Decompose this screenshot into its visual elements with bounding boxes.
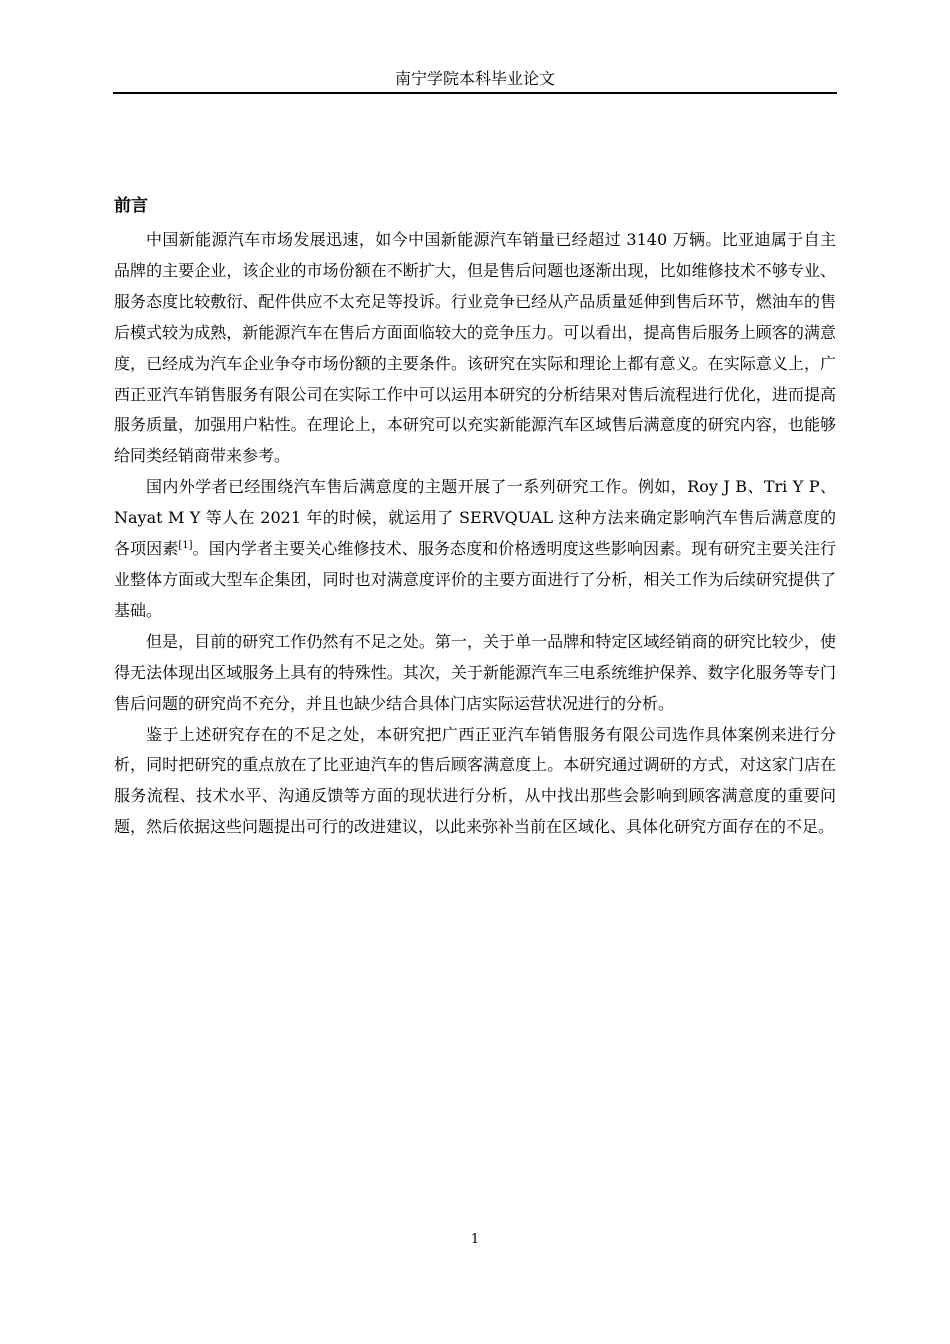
paragraph-3: 但是，目前的研究工作仍然有不足之处。第一，关于单一品牌和特定区域经销商的研究比较少，使得无法体现出区域服务上具有的特殊性。其次，关于新能源汽车三电系统维护保养、数字化服务等专门售后问题的研究尚不充分，并且也缺少结合具体门店实际运营状况进行的分析。 <box>114 631 836 713</box>
body-text <box>114 225 836 843</box>
citation-marker: [1] <box>178 540 193 552</box>
paragraph-2-text-before: 国内外学者已经围绕汽车售后满意度的主题开展了一系列研究工作。例如，Roy J B、Tri Y P、Nayat M Y 等人在 2021 年的时候，就运用了 SERVQUAL 这种方法来确定影响汽车售后满意度的各项因素 <box>114 477 836 559</box>
paragraph-4: 鉴于上述研究存在的不足之处，本研究把广西正亚汽车销售服务有限公司选作具体案例来进行分析，同时把研究的重点放在了比亚迪汽车的售后顾客满意度上。本研究通过调研的方式，对这家门店在服务流程、技术水平、沟通反馈等方面的现状进行分析，从中找出那些会影响到顾客满意度的重要问题，然后依据这些问题提出可行的改进建议，以此来弥补当前在区域化、具体化研究方面存在的不足。 <box>114 724 836 837</box>
header-title: 南宁学院本科毕业论文 <box>394 69 555 88</box>
section-title: 前言 <box>114 196 148 216</box>
paragraph-2 <box>114 472 836 627</box>
paragraph-1: 中国新能源汽车市场发展迅速，如今中国新能源汽车销量已经超过 3140 万辆。比亚迪属于自主品牌的主要企业，该企业的市场份额在不断扩大，但是售后问题也逐渐出现，比如维修技术不够专业、服务态度比较敷衍、配件供应不太充足等投诉。行业竞争已经从产品质量延伸到售后环节，燃油车的售后模式较为成熟，新能源汽车在售后方面面临较大的竞争压力。可以看出，提高售后服务上顾客的满意度，已经成为汽车企业争夺市场份额的主要条件。该研究在实际和理论上都有意义。在实际意义上，广西正亚汽车销售服务有限公司在实际工作中可以运用本研究的分析结果对售后流程进行优化，进而提高服务质量，加强用户粘性。在理论上，本研究可以充实新能源汽车区域售后满意度的研究内容，也能够给同类经销商带来参考。 <box>114 230 836 466</box>
page-number: 1 <box>470 1232 480 1247</box>
paragraph-2-text-after: 。国内学者主要关心维修技术、服务态度和价格透明度这些影响因素。现有研究主要关注行业整体方面或大型车企集团，同时也对满意度评价的主要方面进行了分析，相关工作为后续研究提供了基础。 <box>114 539 836 620</box>
page-header <box>113 66 837 94</box>
